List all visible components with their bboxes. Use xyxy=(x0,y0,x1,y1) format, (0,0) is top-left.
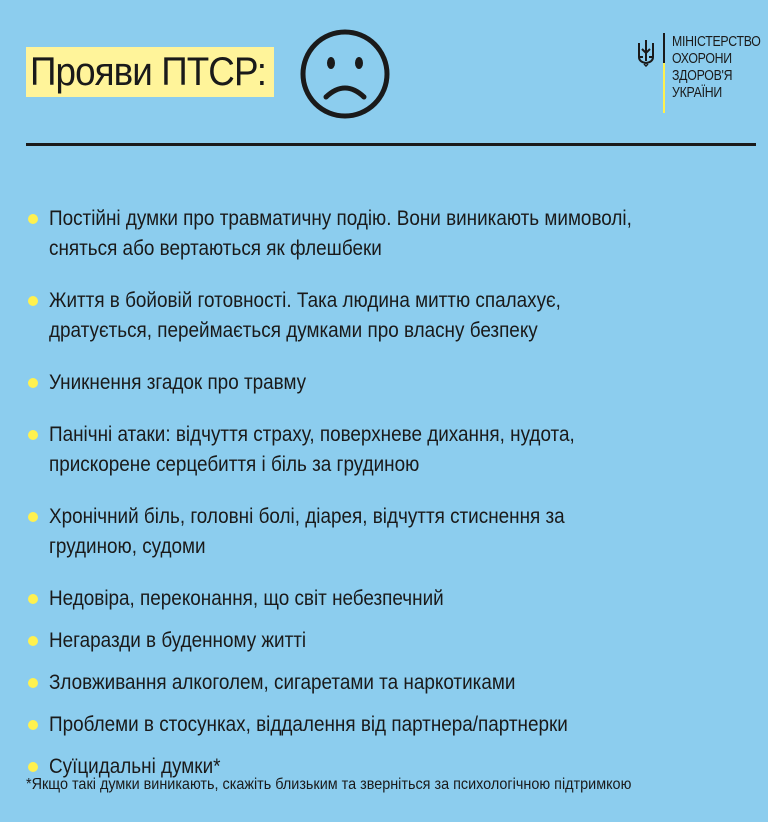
list-item xyxy=(26,420,751,480)
bullet-icon xyxy=(28,762,38,772)
logo-line: УКРАЇНИ xyxy=(672,84,722,101)
list-item-text: прискорене серцебиття і біль за грудиною xyxy=(49,453,420,476)
list-item-text: сняться або вертаються як флешбеки xyxy=(49,237,382,260)
logo-line: ЗДОРОВ'Я xyxy=(672,67,733,84)
list-item-text: Зловживання алкоголем, сигаретами та наркотиками xyxy=(49,671,516,694)
logo-line: ОХОРОНИ xyxy=(672,50,732,67)
footnote: *Якщо такі думки виникають, скажіть близьким та зверніться за психологічною підтримкою xyxy=(26,776,632,793)
list-item xyxy=(26,204,751,264)
list-item xyxy=(26,286,751,346)
list-item xyxy=(26,710,751,740)
divider xyxy=(26,143,756,146)
ministry-name xyxy=(672,33,768,101)
list-item-text: Панічні атаки: відчуття страху, поверхневе дихання, нудота, xyxy=(49,423,575,446)
bullet-icon xyxy=(28,430,38,440)
title-highlight xyxy=(26,47,274,97)
list-item-text: грудиною, судоми xyxy=(49,535,206,558)
bullet-icon xyxy=(28,678,38,688)
bullet-icon xyxy=(28,296,38,306)
list-item-text: дратується, переймається думками про власну безпеку xyxy=(49,319,538,342)
list-item xyxy=(26,502,751,562)
list-item-text: Суїцидальні думки* xyxy=(49,755,221,778)
list-item-text: Уникнення згадок про травму xyxy=(49,371,307,394)
bullet-icon xyxy=(28,214,38,224)
list-item-text: Життя в бойовій готовності. Така людина миттю спалахує, xyxy=(49,289,561,312)
bullet-icon xyxy=(28,594,38,604)
list-item-text: Проблеми в стосунках, віддалення від партнера/партнерки xyxy=(49,713,568,736)
list-item xyxy=(26,668,751,698)
logo-divider xyxy=(663,33,665,113)
bullet-icon xyxy=(28,720,38,730)
list-item xyxy=(26,368,751,398)
symptom-list xyxy=(26,204,751,782)
bullet-icon xyxy=(28,512,38,522)
bullet-icon xyxy=(28,378,38,388)
logo-line: МІНІСТЕРСТВО xyxy=(672,33,761,50)
page-title: Прояви ПТСР: xyxy=(30,49,267,94)
list-item-text: Постійні думки про травматичну подію. Вони виникають мимоволі, xyxy=(49,207,632,230)
trident-icon xyxy=(636,39,656,67)
list-item-text: Негаразди в буденному житті xyxy=(49,629,307,652)
list-item-text: Хронічний біль, головні болі, діарея, відчуття стиснення за xyxy=(49,505,565,528)
list-item xyxy=(26,626,751,656)
sad-face-icon xyxy=(298,27,392,121)
list-item xyxy=(26,584,751,614)
ministry-logo xyxy=(636,33,760,113)
bullet-icon xyxy=(28,636,38,646)
list-item-text: Недовіра, переконання, що світ небезпечний xyxy=(49,587,444,610)
